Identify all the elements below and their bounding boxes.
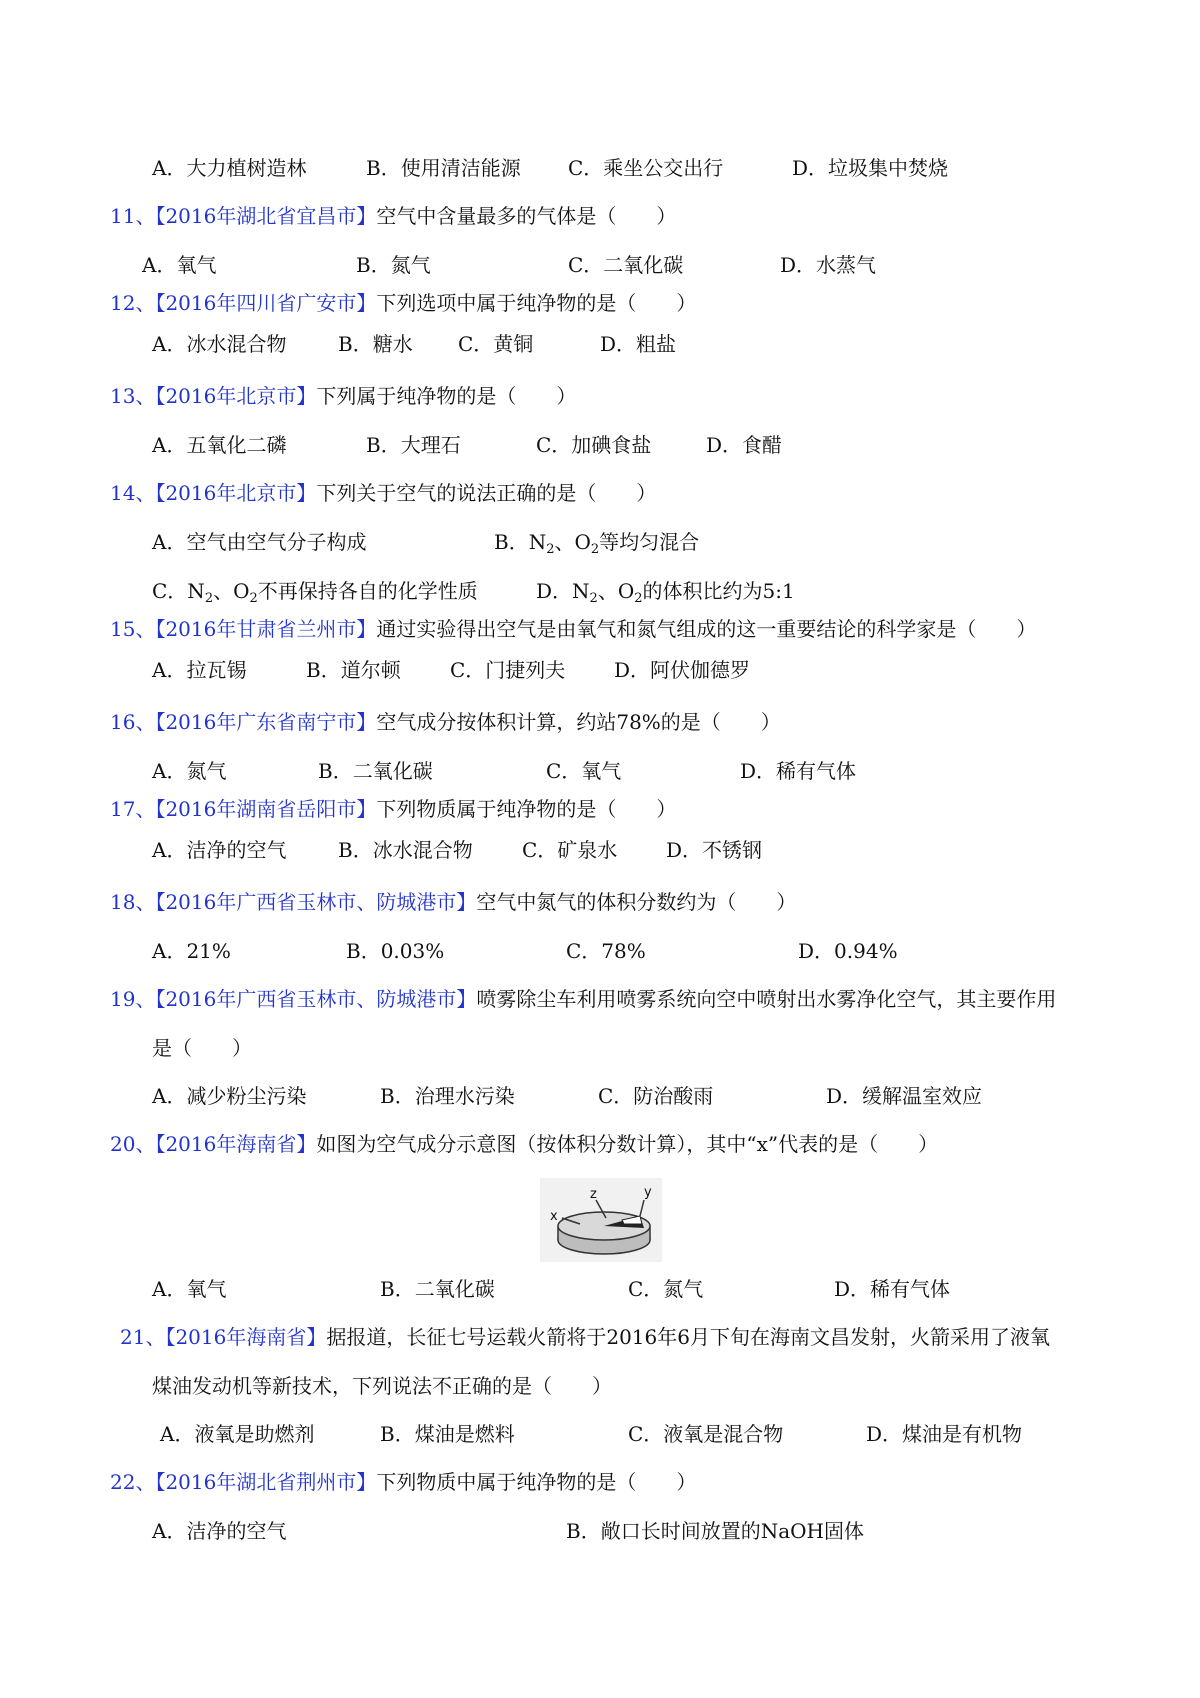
question-13	[110, 383, 576, 409]
air-composition-pie-figure	[540, 1178, 662, 1262]
question-number: 11、	[110, 204, 156, 228]
option-b: B．大理石	[366, 433, 461, 457]
option-d: D．稀有气体	[740, 759, 857, 783]
question-stem: 如图为空气成分示意图（按体积分数计算），其中“x”代表的是（ ）	[316, 1132, 939, 1156]
option-d: D．缓解温室效应	[826, 1084, 983, 1108]
option-a: A．液氧是助燃剂	[160, 1422, 315, 1446]
option-b: B．使用清洁能源	[366, 156, 521, 180]
option-a: A．空气由空气分子构成	[152, 530, 367, 554]
question-stem: 空气中氮气的体积分数约为（ ）	[476, 890, 797, 914]
option-c: C．$N_2$、$O_2$不再保持各自的化学性质	[152, 579, 478, 606]
question-source: 【2016年湖北省荆州市】	[155, 1470, 377, 1494]
option-c: C．防治酸雨	[598, 1084, 714, 1108]
question-21	[120, 1324, 1050, 1350]
question-14	[110, 480, 656, 506]
question-17	[110, 796, 676, 822]
question-number: 14、	[110, 481, 156, 505]
option-b: B．0.03%	[346, 939, 445, 963]
option-d: D．0.94%	[798, 939, 898, 963]
question-number: 18、	[110, 890, 156, 914]
question-number: 15、	[110, 617, 156, 641]
option-b: B．二氧化碳	[318, 759, 433, 783]
question-source: 【2016年甘肃省兰州市】	[155, 617, 377, 641]
option-b: B．二氧化碳	[380, 1277, 495, 1301]
question-stem: 下列关于空气的说法正确的是（ ）	[316, 481, 657, 505]
question-source: 【2016年湖南省岳阳市】	[155, 797, 377, 821]
question-12	[110, 290, 696, 316]
option-d: D．水蒸气	[780, 253, 877, 277]
option-b: B．$N_2$、$O_2$等均匀混合	[494, 530, 700, 557]
question-number: 16、	[110, 710, 156, 734]
question-stem: 通过实验得出空气是由氧气和氮气组成的这一重要结论的科学家是（ ）	[376, 617, 1037, 641]
question-11	[110, 203, 676, 229]
option-d: D．不锈钢	[666, 838, 763, 862]
option-a: A．大力植树造林	[152, 156, 307, 180]
question-stem: 空气成分按体积计算，约站78%的是（ ）	[376, 710, 781, 734]
option-c: C．乘坐公交出行	[568, 156, 724, 180]
question-stem: 下列选项中属于纯净物的是（ ）	[376, 291, 697, 315]
option-d: D．稀有气体	[834, 1277, 951, 1301]
question-stem: 据报道，长征七号运载火箭将于2016年6月下旬在海南文昌发射，火箭采用了液氧	[326, 1325, 1050, 1349]
question-stem: 下列物质中属于纯净物的是（ ）	[376, 1470, 697, 1494]
option-b: B．治理水污染	[380, 1084, 515, 1108]
option-d: D．阿伏伽德罗	[614, 658, 751, 682]
question-source: 【2016年广西省玉林市、防城港市】	[155, 890, 477, 914]
option-d: D．煤油是有机物	[866, 1422, 1023, 1446]
option-d: D．食醋	[706, 433, 783, 457]
option-c: C．门捷列夫	[450, 658, 566, 682]
option-a: A．氮气	[152, 759, 227, 783]
option-a: A．减少粉尘污染	[152, 1084, 307, 1108]
question-16	[110, 709, 781, 735]
option-c: C．液氧是混合物	[628, 1422, 784, 1446]
option-a: A．冰水混合物	[152, 332, 287, 356]
fig-label-y: y	[644, 1185, 652, 1200]
question-source: 【2016年广东省南宁市】	[155, 710, 377, 734]
option-c: C．加碘食盐	[536, 433, 652, 457]
question-number: 17、	[110, 797, 156, 821]
question-number: 20、	[110, 1132, 156, 1156]
question-stem: 空气中含量最多的气体是（ ）	[376, 204, 677, 228]
question-source: 【2016年北京市】	[155, 384, 317, 408]
option-c: C．二氧化碳	[568, 253, 684, 277]
question-stem: 喷雾除尘车利用喷雾系统向空中喷射出水雾净化空气，其主要作用	[476, 987, 1057, 1011]
question-20	[110, 1131, 938, 1157]
option-a: A．21%	[152, 939, 231, 963]
question-number: 12、	[110, 291, 156, 315]
question-source: 【2016年北京市】	[155, 481, 317, 505]
option-a: A．拉瓦锡	[152, 658, 247, 682]
option-c: C．黄铜	[458, 332, 534, 356]
option-b: B．煤油是燃料	[380, 1422, 515, 1446]
option-d: D．垃圾集中焚烧	[792, 156, 949, 180]
question-18	[110, 889, 796, 915]
option-b: B．氮气	[356, 253, 431, 277]
fig-label-x: x	[550, 1209, 558, 1224]
fig-label-z: z	[590, 1187, 597, 1202]
option-a: A．氧气	[142, 253, 217, 277]
option-d: D．$N_2$、$O_2$的体积比约为5:1	[536, 579, 795, 606]
option-a: A．五氧化二磷	[152, 433, 287, 457]
question-15	[110, 616, 1036, 642]
question-19	[110, 986, 1056, 1012]
question-stem: 下列物质属于纯净物的是（ ）	[376, 797, 677, 821]
question-number: 19、	[110, 987, 156, 1011]
option-c: C．矿泉水	[522, 838, 618, 862]
option-b: B．冰水混合物	[338, 838, 473, 862]
question-source: 【2016年海南省】	[165, 1325, 327, 1349]
option-c: C．氧气	[546, 759, 622, 783]
question-source: 【2016年海南省】	[155, 1132, 317, 1156]
question-number: 21、	[120, 1325, 166, 1349]
question-22	[110, 1469, 696, 1495]
option-b: B．糖水	[338, 332, 413, 356]
question-stem-continued: 是（ ）	[152, 1036, 252, 1060]
option-a: A．氧气	[152, 1277, 227, 1301]
question-stem-continued: 煤油发动机等新技术，下列说法不正确的是（ ）	[152, 1374, 612, 1398]
option-c: C．78%	[566, 939, 646, 963]
option-d: D．粗盐	[600, 332, 677, 356]
option-c: C．氮气	[628, 1277, 704, 1301]
option-b: B．道尔顿	[306, 658, 401, 682]
option-a: A．洁净的空气	[152, 838, 287, 862]
question-source: 【2016年广西省玉林市、防城港市】	[155, 987, 477, 1011]
question-stem: 下列属于纯净物的是（ ）	[316, 384, 577, 408]
question-number: 22、	[110, 1470, 156, 1494]
option-b: B．敞口长时间放置的NaOH固体	[566, 1519, 864, 1543]
question-source: 【2016年湖北省宜昌市】	[155, 204, 377, 228]
question-source: 【2016年四川省广安市】	[155, 291, 377, 315]
option-a: A．洁净的空气	[152, 1519, 287, 1543]
question-number: 13、	[110, 384, 156, 408]
